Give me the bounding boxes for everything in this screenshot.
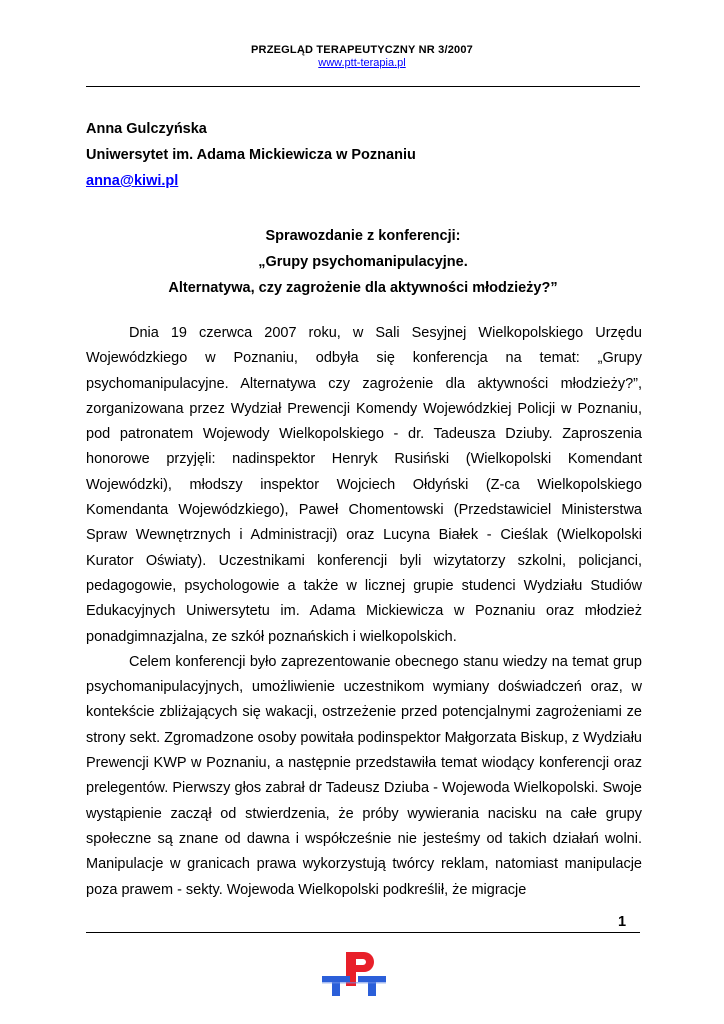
author-block	[86, 116, 416, 194]
report-body	[86, 321, 642, 903]
paragraph-2: Celem konferencji było zaprezentowanie obecnego stanu wiedzy na temat grup psychomanipulacyjnych, umożliwienie uczestnikom wymiany doświadczeń oraz, w kontekście zbliżających się wakacji, ostrzeżenie przed potencjalnymi zagrożeniami ze strony sekt. Zgromadzone osoby powitała podinspektor Małgorzata Biskup, z Wydziału Prewencji KWP w Poznaniu, a następnie przedstawiła temat wiodący konferencji oraz prelegentów. Pierwszy głos zabrał dr Tadeusz Dziuba - Wojewoda Wielkopolski. Swoje wystąpienie zaczął od stwierdzenia, że próby wywierania nacisku na całe grupy społeczne są znane od dawna i współcześnie nie jesteśmy od takich działań wolni. Manipulacje w granicach prawa wykorzystują twórcy reklam, natomiast manipulacje poza prawem - sekty. Wojewoda Wielkopolski podkreślił, że migracje	[86, 653, 642, 898]
paragraph-1: Dnia 19 czerwca 2007 roku, w Sali Sesyjnej Wielkopolskiego Urzędu Wojewódzkiego w Poznaniu, odbyła się konferencja na temat: „Grupy psychomanipulacyjne. Alternatywa czy zagrożenie dla aktywności młodzieży?”, zorganizowana przez Wydział Prewencji Komendy Wojewódzkiej Policji w Poznaniu, pod patronatem Wojewody Wielkopolskiego - dr. Tadeusza Dziuby. Zaproszenia honorowe przyjęli: nadinspektor Henryk Rusiński (Wielkopolski Komendant Wojewódzki), młodszy inspektor Wojciech Ołdyński (Z-ca Wielkopolskiego Komendanta Wojewódzkiego), Paweł Chomentowski (Przedstawiciel Ministerstwa Spraw Wewnętrznych i Administracji) oraz Lucyna Białek - Cieślak (Wielkopolski Kurator Oświaty). Uczestnikami konferencji byli wizytatorzy szkolni, policjanci, pedagogowie, psychologowie a także w licznej grupie studenci Wydziału Studiów Edukacyjnych Uniwersytetu im. Adama Mickiewicza w Poznaniu oraz młodzież ponadgimnazjalna, ze szkół poznańskich i wielkopolskich.	[86, 325, 642, 645]
ptt-logo-icon	[318, 950, 390, 998]
page-header	[0, 44, 724, 70]
journal-website-link[interactable]: www.ptt-terapia.pl	[318, 57, 406, 69]
footer-divider	[86, 932, 640, 933]
header-divider	[86, 86, 640, 87]
author-email-link[interactable]: anna@kiwi.pl	[86, 173, 179, 189]
title-line-3: Alternatywa, czy zagrożenie dla aktywności młodzieży?”	[168, 280, 558, 296]
author-affiliation: Uniwersytet im. Adama Mickiewicza w Poznaniu	[86, 147, 416, 163]
title-line-2: „Grupy psychomanipulacyjne.	[258, 254, 468, 270]
report-title	[86, 223, 640, 301]
author-name: Anna Gulczyńska	[86, 121, 207, 137]
title-line-1: Sprawozdanie z konferencji:	[265, 228, 461, 244]
journal-title: PRZEGLĄD TERAPEUTYCZNY NR 3/2007	[251, 44, 473, 56]
page-number: 1	[618, 914, 627, 930]
